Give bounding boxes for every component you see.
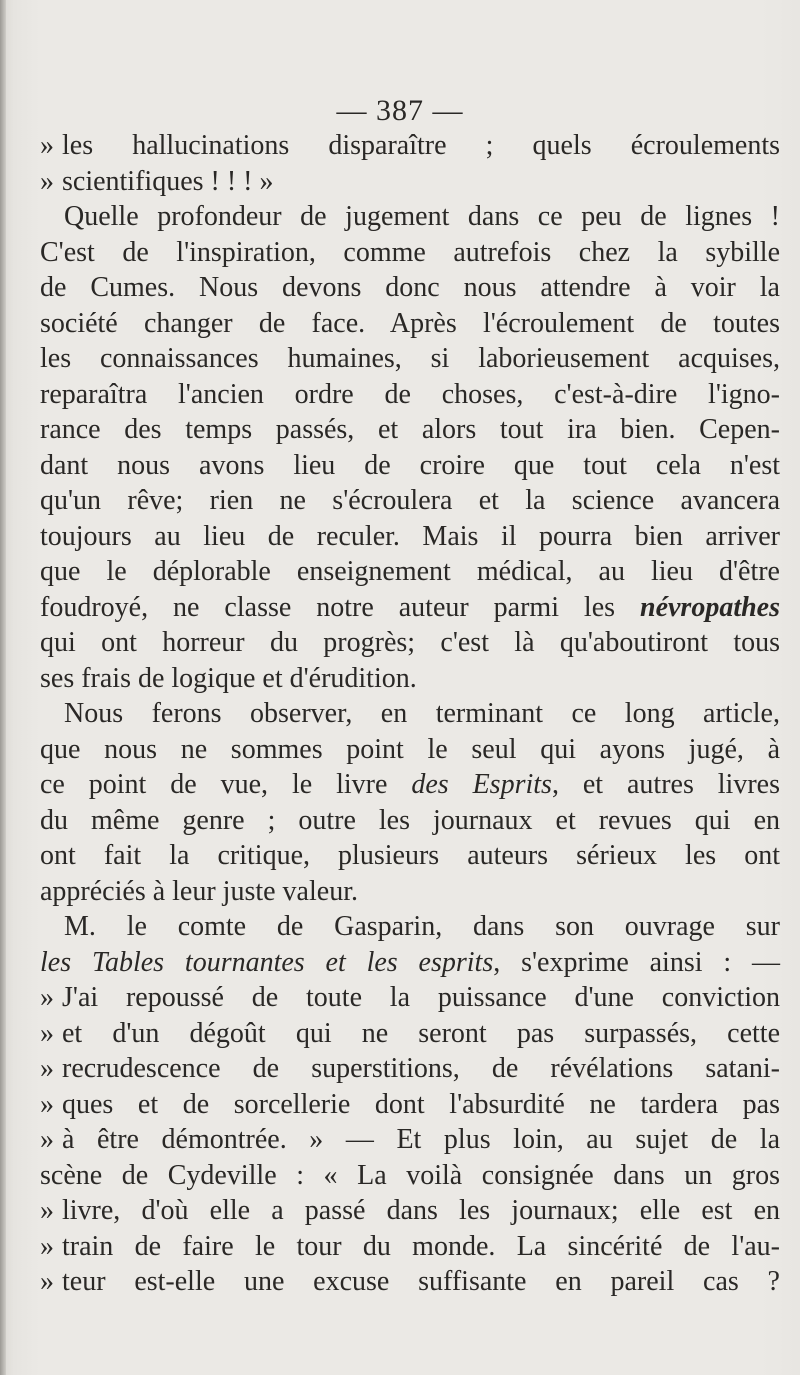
text-line xyxy=(40,306,780,342)
text-line xyxy=(40,128,780,164)
line-text: scène de Cydeville : « La voilà consignée dans un gros xyxy=(40,1159,780,1191)
italic-title: les Tables tournantes et les esprits xyxy=(40,946,494,978)
body-text xyxy=(40,128,780,1300)
text-line xyxy=(40,874,780,910)
text-line xyxy=(40,590,780,626)
text-line xyxy=(40,448,780,484)
line-text: teur est-elle une excuse suffisante en pareil cas ? xyxy=(62,1266,780,1297)
text-line xyxy=(40,1158,780,1194)
page-binding-edge xyxy=(0,0,6,1375)
text-line xyxy=(40,945,780,981)
text-line xyxy=(40,732,780,768)
line-text: C'est de l'inspiration, comme autrefois chez la sybille xyxy=(40,236,780,268)
text-line xyxy=(40,1051,780,1087)
line-text: ont fait la critique, plusieurs auteurs sérieux les ont xyxy=(40,840,780,871)
line-text: ses frais de logique et d'érudition. xyxy=(40,662,417,694)
line-text: du même genre ; outre les journaux et revues qui en xyxy=(40,804,780,836)
text-line xyxy=(40,838,780,874)
line-text: Quelle profondeur de jugement dans ce peu de lignes ! xyxy=(64,201,780,232)
text-line xyxy=(40,625,780,661)
italic-term: névropathes xyxy=(640,591,780,623)
line-text: les connaissances humaines, si laborieusement acquises, xyxy=(40,343,780,374)
line-text: , et autres livres xyxy=(551,769,780,800)
line-text: les hallucinations disparaître ; quels écroulements xyxy=(62,130,780,161)
line-text: ce point de vue, le livre xyxy=(40,769,412,800)
text-line xyxy=(40,661,780,697)
line-text: et d'un dégoût qui ne seront pas surpassés, cette xyxy=(62,1017,780,1049)
guillemet: » xyxy=(40,1195,54,1226)
line-text: de Cumes. Nous devons donc nous attendre à voir la xyxy=(40,272,780,303)
text-line xyxy=(40,1264,780,1300)
line-text: Nous ferons observer, en terminant ce long article, xyxy=(64,698,780,729)
text-line xyxy=(40,909,780,945)
line-text: toujours au lieu de reculer. Mais il pourra bien arriver xyxy=(40,520,780,552)
line-text: que nous ne sommes point le seul qui ayons jugé, à xyxy=(40,733,780,765)
line-text: qui ont horreur du progrès; c'est là qu'aboutiront tous xyxy=(40,627,780,658)
line-text: foudroyé, ne classe notre auteur parmi les xyxy=(40,591,640,623)
text-line xyxy=(40,483,780,519)
guillemet: » xyxy=(40,1017,54,1049)
line-text: , s'exprime ainsi : — xyxy=(493,946,781,978)
text-line xyxy=(40,696,780,732)
line-text: que le déplorable enseignement médical, au lieu d'être xyxy=(40,556,780,587)
line-text: à être démontrée. » — Et plus loin, au sujet de la xyxy=(62,1124,780,1155)
text-line xyxy=(40,235,780,271)
line-text: dant nous avons lieu de croire que tout cela n'est xyxy=(40,449,780,481)
text-line xyxy=(40,767,780,803)
text-line xyxy=(40,1193,780,1229)
guillemet: » xyxy=(40,1230,54,1262)
italic-title: des Esprits xyxy=(411,769,552,800)
text-line xyxy=(40,199,780,235)
line-text: train de faire le tour du monde. La sincérité de l'au- xyxy=(62,1230,780,1262)
text-line xyxy=(40,341,780,377)
line-text: société changer de face. Après l'écroulement de toutes xyxy=(40,307,780,339)
text-line xyxy=(40,1016,780,1052)
line-text: appréciés à leur juste valeur. xyxy=(40,875,358,907)
page-number: — 387 — xyxy=(336,94,464,127)
line-text: recrudescence de superstitions, de révélations satani- xyxy=(62,1053,780,1084)
line-text: J'ai repoussé de toute la puissance d'une conviction xyxy=(62,982,780,1013)
line-text: reparaîtra l'ancien ordre de choses, c'est-à-dire l'igno- xyxy=(40,378,780,410)
guillemet: » xyxy=(40,1124,54,1155)
text-line xyxy=(40,1229,780,1265)
text-line xyxy=(40,980,780,1016)
guillemet: » xyxy=(40,982,54,1013)
text-line xyxy=(40,1087,780,1123)
line-text: ques et de sorcellerie dont l'absurdité ne tardera pas xyxy=(62,1088,780,1120)
line-text: qu'un rêve; rien ne s'écroulera et la science avancera xyxy=(40,485,780,516)
text-line xyxy=(40,377,780,413)
guillemet: » xyxy=(40,165,54,197)
text-line xyxy=(40,554,780,590)
guillemet: » xyxy=(40,1053,54,1084)
line-text: M. le comte de Gasparin, dans son ouvrage sur xyxy=(64,911,780,942)
text-line xyxy=(40,270,780,306)
text-line xyxy=(40,803,780,839)
line-text: scientifiques ! ! ! » xyxy=(62,165,274,197)
line-text: livre, d'où elle a passé dans les journaux; elle est en xyxy=(62,1195,780,1226)
guillemet: » xyxy=(40,1266,54,1297)
line-text: rance des temps passés, et alors tout ira bien. Cepen- xyxy=(40,414,780,445)
text-line xyxy=(40,519,780,555)
text-line xyxy=(40,1122,780,1158)
guillemet: » xyxy=(40,130,54,161)
text-line xyxy=(40,412,780,448)
text-line xyxy=(40,164,780,200)
guillemet: » xyxy=(40,1088,54,1120)
